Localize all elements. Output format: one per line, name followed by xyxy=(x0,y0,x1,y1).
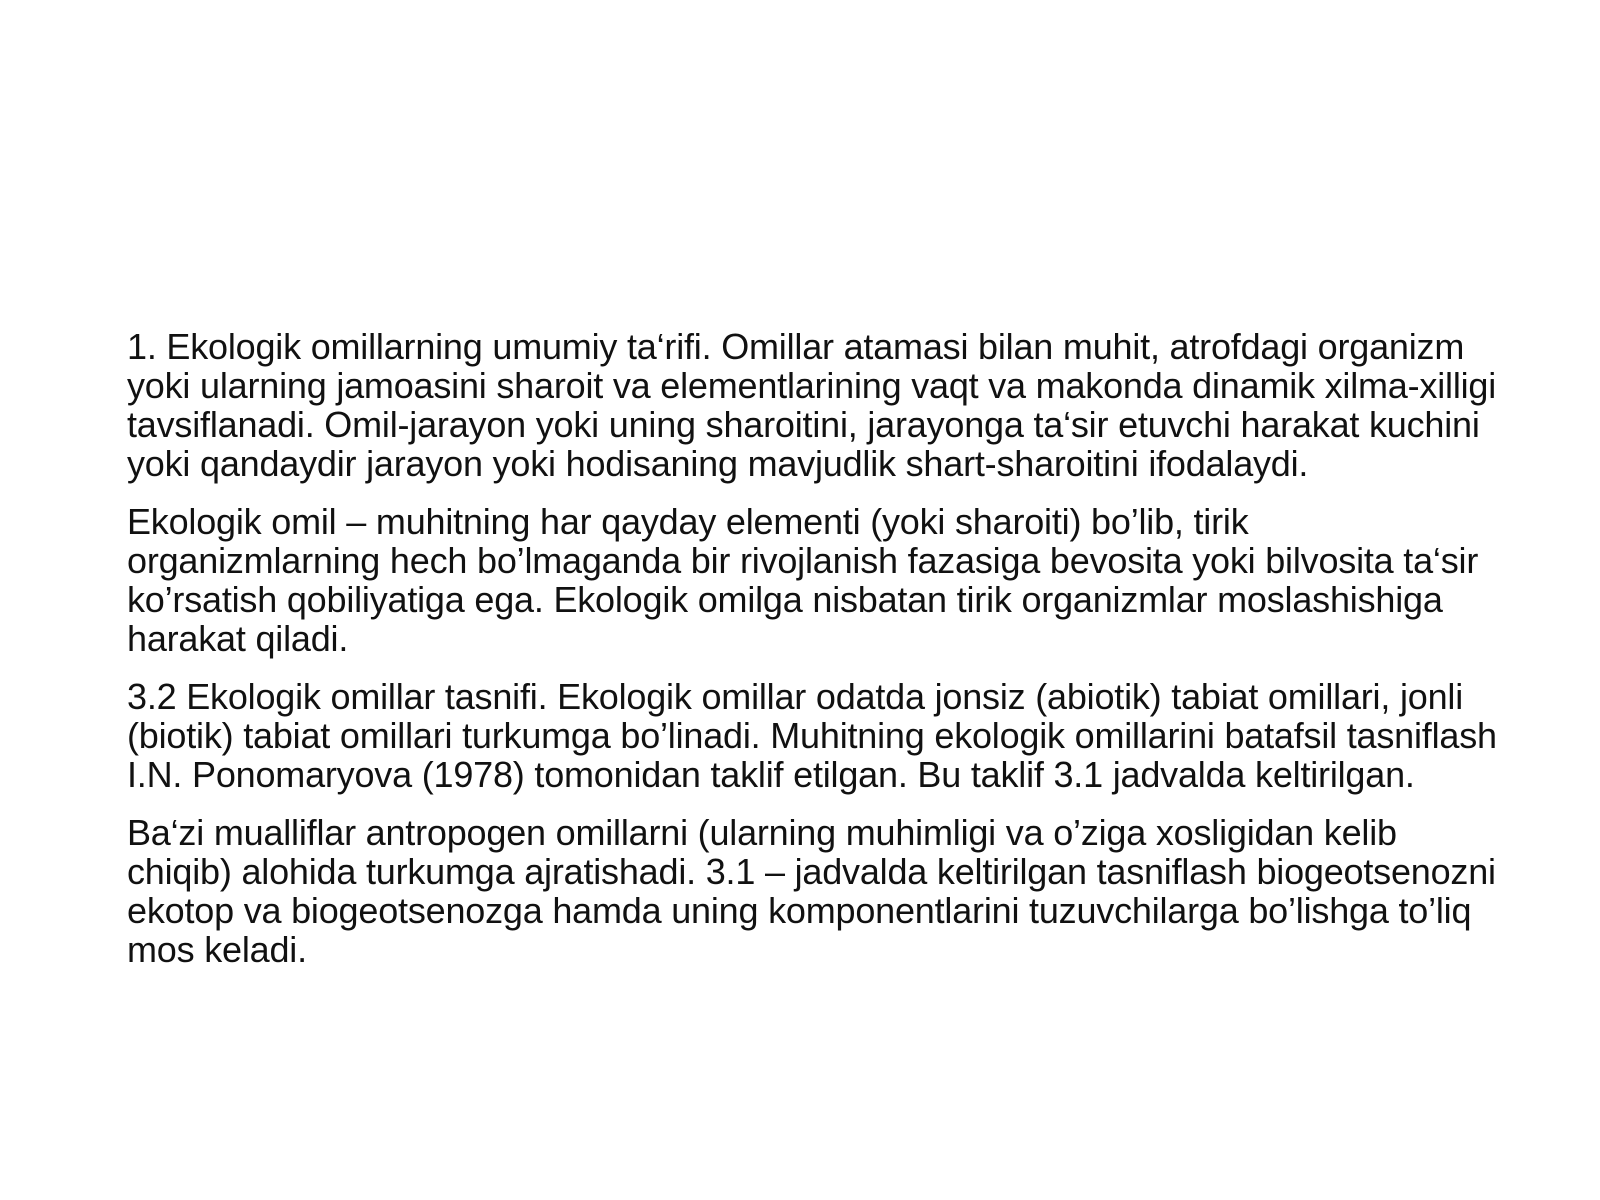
paragraph-factor-classification: 3.2 Ekologik omillar tasnifi. Ekologik omillar odatda jonsiz (abiotik) tabiat omillari, jonli (biotik) tabiat omillari turkumga bo’linadi. Muhitning ekologik omillarini batafsil tasniflash I.N. Ponomaryova (1978) tomonidan taklif etilgan. Bu taklif 3.1 jadvalda keltirilgan. xyxy=(127,676,1497,795)
paragraph-ecological-factor: Ekologik omil – muhitning har qayday elementi (yoki sharoiti) bo’lib, tirik organizmlarning hech bo’lmaganda bir rivojlanish fazasiga bevosita yoki bilvosita ta‘sir ko’rsatish qobiliyatiga ega. Ekologik omilga nisbatan tirik organizmlar moslashishiga harakat qiladi. xyxy=(127,501,1479,659)
paragraph-anthropogenic-factors: Ba‘zi mualliflar antropogen omillarni (ularning muhimligi va o’ziga xosligidan kelib chiqib) alohida turkumga ajratishadi. 3.1 – jadvalda keltirilgan tasniflash biogeotsenozni ekotop va biogeotsenozga hamda uning komponentlarini tuzuvchilarga bo’lishga to’liq mos keladi. xyxy=(127,812,1496,970)
slide-body-text xyxy=(127,327,1507,988)
paragraph-ecological-factors-definition: 1. Ekologik omillarning umumiy ta‘rifi. Omillar atamasi bilan muhit, atrofdagi organizm yoki ularning jamoasini sharoit va elementlarining vaqt va makonda dinamik xilma-xilligi tavsiflanadi. Omil-jarayon yoki uning sharoitini, jarayonga ta‘sir etuvchi harakat kuchini yoki qandaydir jarayon yoki hodisaning mavjudlik shart-sharoitini ifodalaydi. xyxy=(127,326,1497,484)
